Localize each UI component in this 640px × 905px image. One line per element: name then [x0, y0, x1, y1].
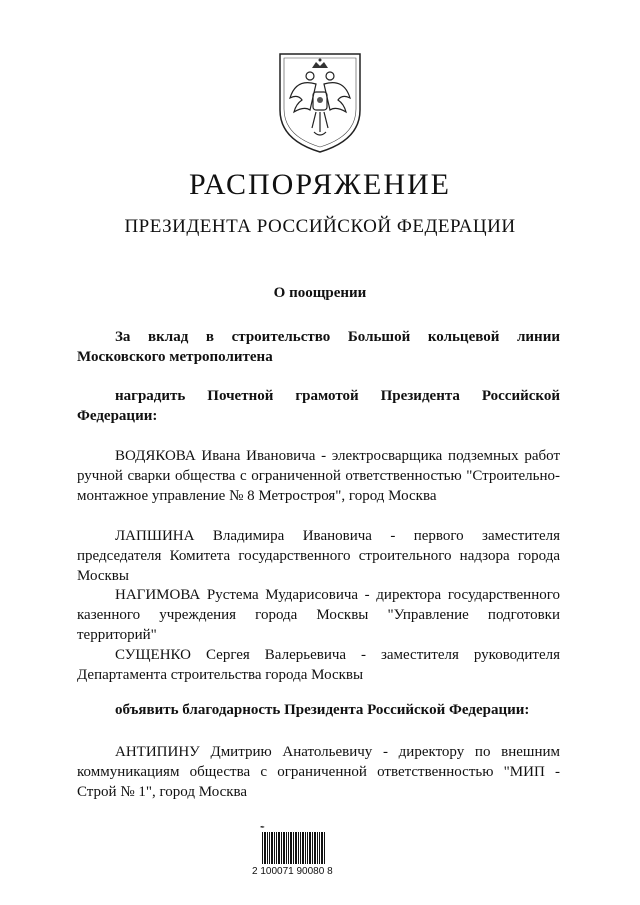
awardee-item: НАГИМОВА Рустема Мударисовича - директора государственного казенного учреждения города Москвы "Управление подготовки территорий" — [77, 587, 560, 643]
awardee-item: ВОДЯКОВА Ивана Ивановича - электросварщика подземных работ ручной сварки общества с ограниченной ответственностью "Строительно-монтажное управление № 8 Метростроя", город Москва — [77, 448, 560, 504]
awardee-item: ЛАПШИНА Владимира Ивановича - первого заместителя председателя Комитета государственного строительного надзора города Москвы — [77, 528, 560, 584]
intro-paragraph: За вклад в строительство Большой кольцевой линии Московского метрополитена — [77, 329, 560, 365]
gratitude-item: АНТИПИНУ Дмитрию Анатольевичу - директору по внешним коммуникациям общества с ограниченной ответственностью "МИП - Строй № 1", город Москва — [77, 744, 560, 800]
document-title: РАСПОРЯЖЕНИЕ — [188, 168, 452, 201]
barcode-number: 2 100071 90080 8 — [252, 866, 333, 877]
document-heading: О поощрении — [273, 285, 367, 301]
coat-of-arms-icon — [272, 48, 368, 156]
award-intro: наградить Почетной грамотой Президента Российской Федерации: — [77, 388, 560, 424]
gratitude-intro: объявить благодарность Президента Российской Федерации: — [115, 702, 530, 718]
document-subtitle: ПРЕЗИДЕНТА РОССИЙСКОЙ ФЕДЕРАЦИИ — [124, 216, 516, 237]
awardee-item: СУЩЕНКО Сергея Валерьевича - заместителя руководителя Департамента строительства города Москвы — [77, 647, 560, 683]
svg-text:✒: ✒ — [260, 824, 266, 831]
